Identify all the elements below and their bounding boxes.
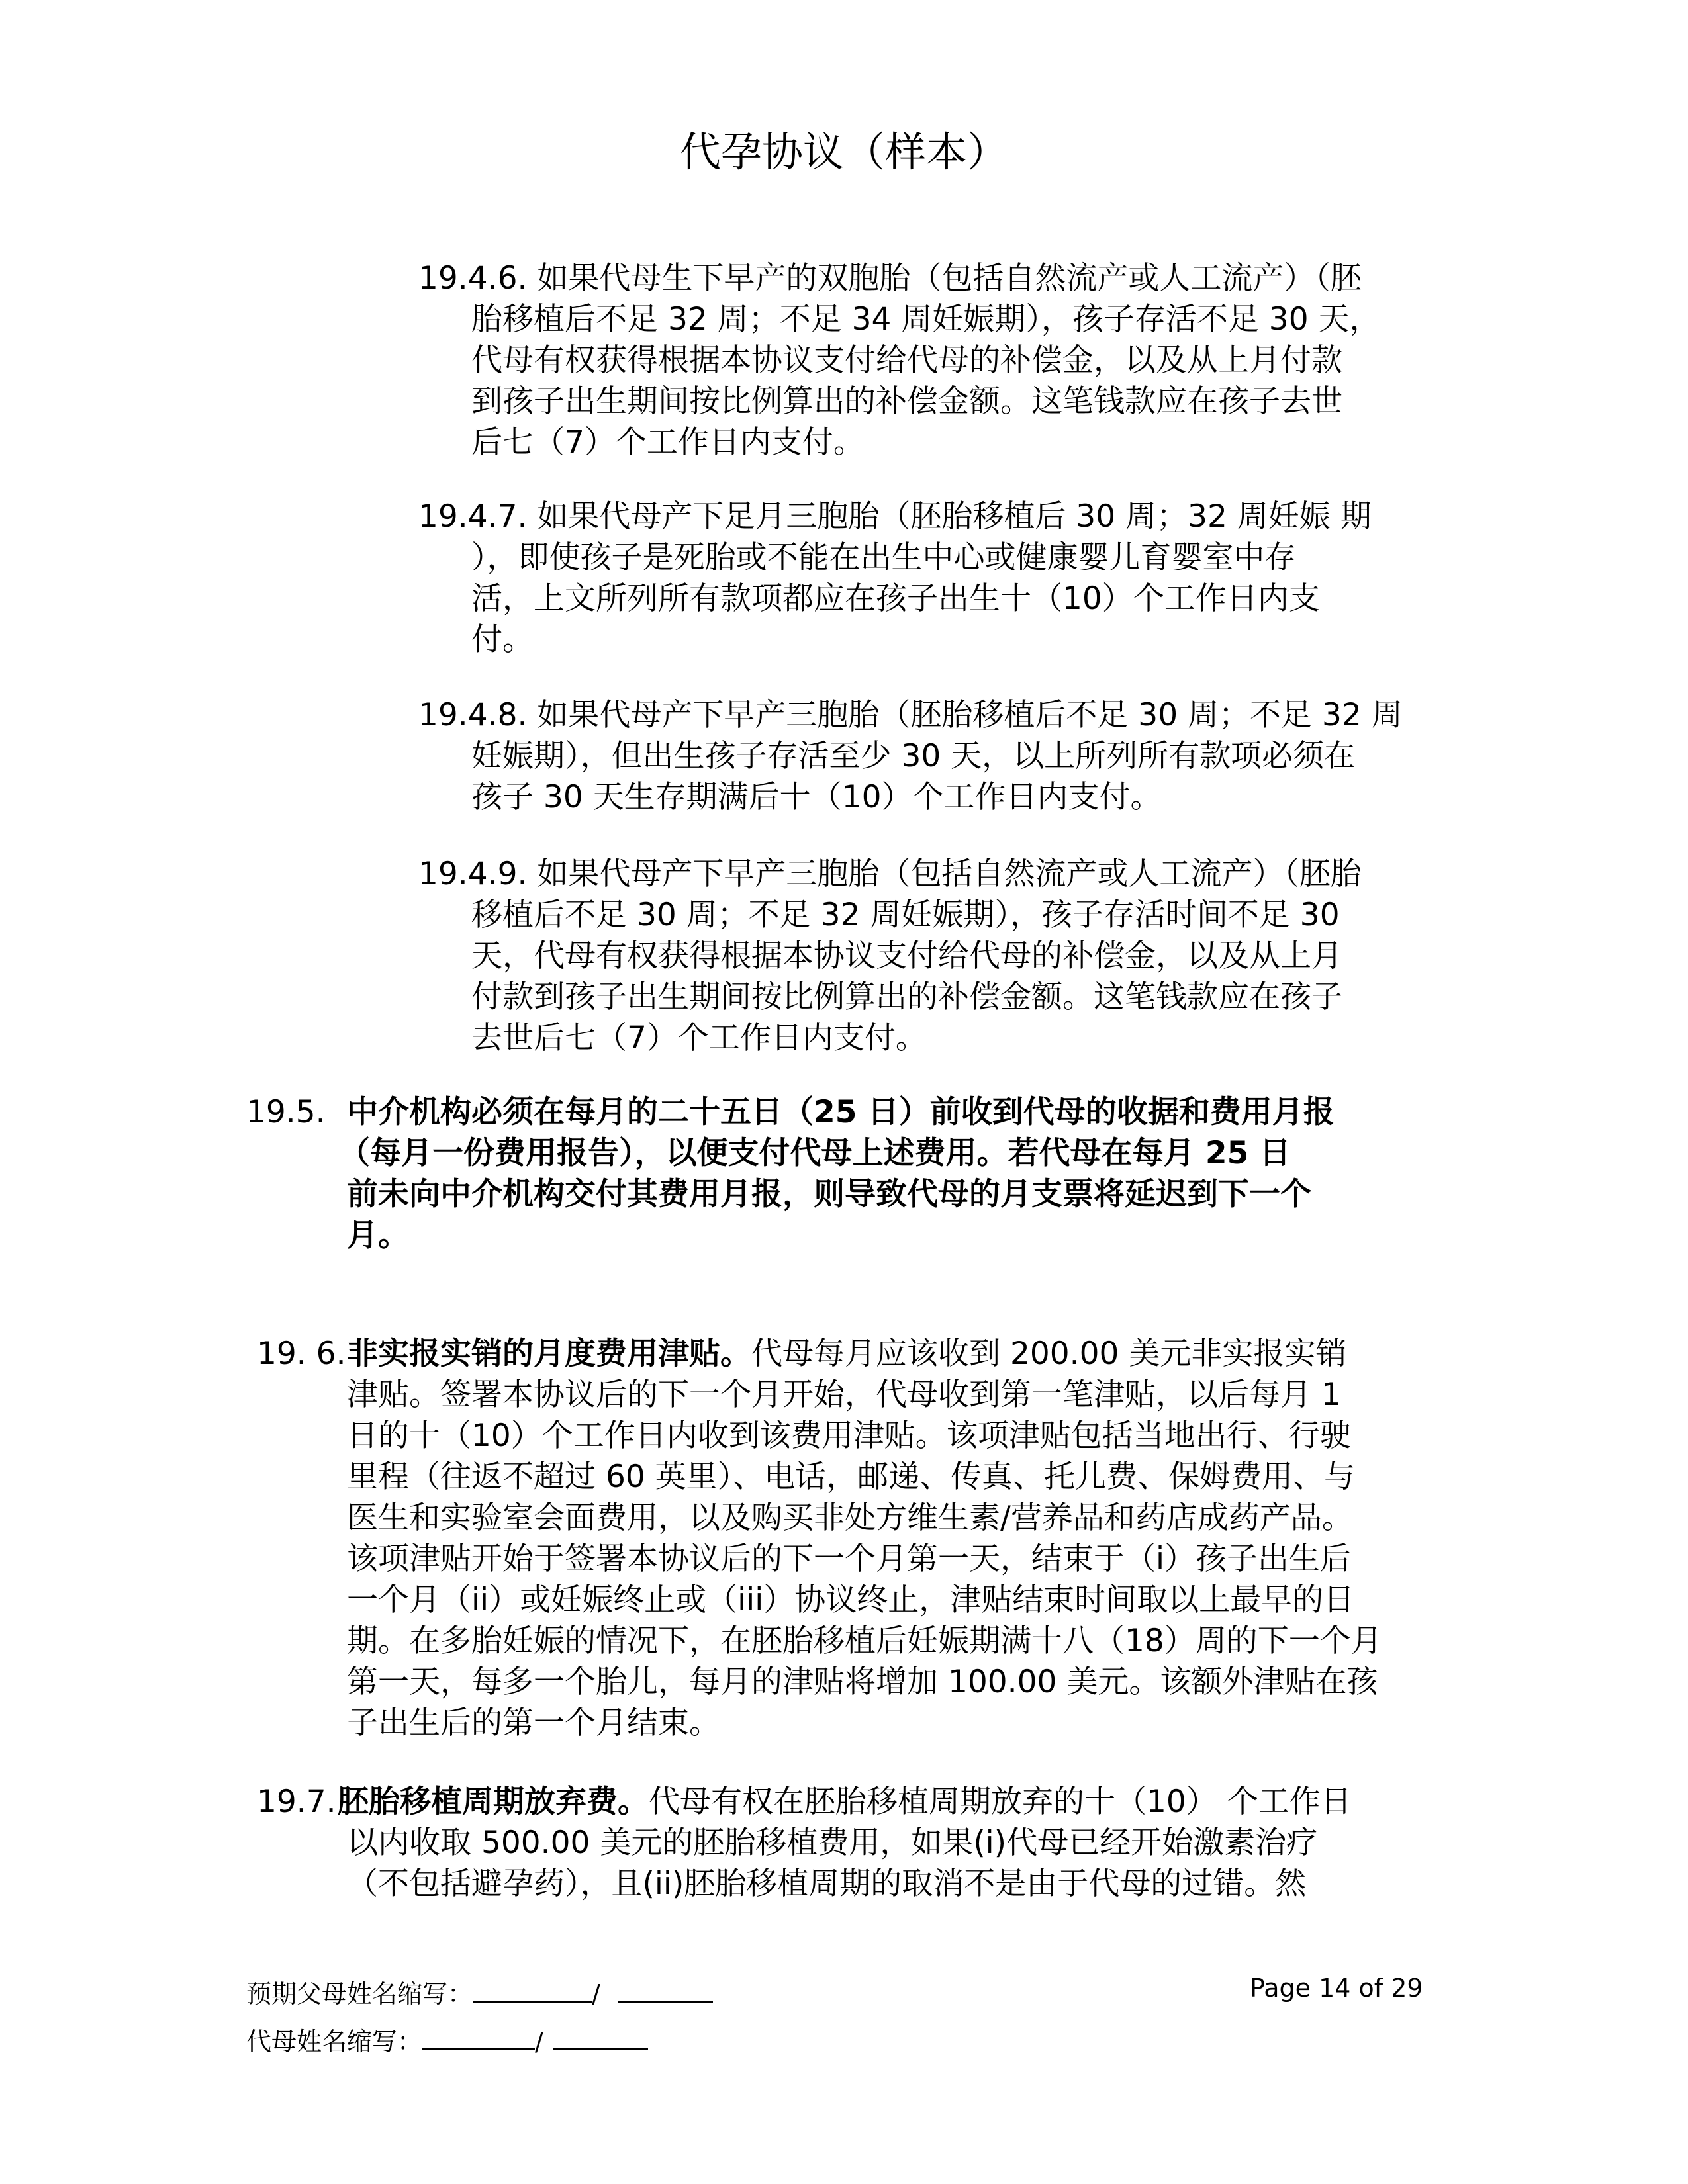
clause-line: 一个月（ii）或妊娠终止或（iii）协议终止，津贴结束时间取以上最早的日 <box>347 1582 1355 1618</box>
clause-line: 以内收取 500.00 美元的胚胎移植费用，如果(i)代母已经开始激素治疗 <box>347 1825 1318 1861</box>
clause-line: 胎移植后不足 32 周；不足 34 周妊娠期），孩子存活不足 30 天， <box>471 301 1381 338</box>
parents-initial-field-2[interactable] <box>618 1981 713 2003</box>
clause-line: 付。 <box>471 621 534 658</box>
clause-heading: 非实报实销的月度费用津贴。 <box>347 1336 751 1372</box>
surrogate-initials-label: 代母姓名缩写： <box>246 2027 423 2056</box>
clause-line: 19.4.8. 如果代母产下早产三胞胎（胚胎移植后不足 30 周；不足 32 周 <box>418 697 1403 733</box>
clause-19-4-8 <box>418 695 1403 818</box>
clause-19-5 <box>246 1092 1335 1256</box>
clause-line: 中介机构必须在每月的二十五日（25 日）前收到代母的收据和费用月报 <box>347 1094 1335 1130</box>
clause-line: （不包括避孕药），且(ii)胚胎移植周期的取消不是由于代母的过错。然 <box>347 1866 1307 1902</box>
clause-19-6 <box>257 1334 1382 1744</box>
clause-number: 19.7. <box>257 1784 336 1820</box>
clause-line: 19.4.7. 如果代母产下足月三胞胎（胚胎移植后 30 周；32 周妊娠 期 <box>418 498 1372 535</box>
parents-initial-field-1[interactable] <box>473 1981 592 2003</box>
clause-heading: 胚胎移植周期放弃费。 <box>338 1784 649 1820</box>
separator: / <box>592 1979 600 2009</box>
clause-line: 去世后七（7）个工作日内支付。 <box>471 1020 927 1056</box>
clause-line: 日的十（10）个工作日内收到该费用津贴。该项津贴包括当地出行、行驶 <box>347 1418 1351 1454</box>
clause-line: 活，上文所列所有款项都应在孩子出生十（10）个工作日内支 <box>471 580 1320 617</box>
clause-line: 付款到孩子出生期间按比例算出的补偿金额。这笔钱款应在孩子 <box>471 979 1342 1015</box>
clause-line: 19.4.6. 如果代母生下早产的双胞胎（包括自然流产或人工流产）（胚 <box>418 260 1362 296</box>
parents-initials-label: 预期父母姓名缩写： <box>246 1979 473 2009</box>
footer-parents-initials <box>246 1974 713 2010</box>
clause-19-4-6 <box>418 258 1381 463</box>
surrogate-initial-field-2[interactable] <box>553 2028 648 2050</box>
clause-line: 到孩子出生期间按比例算出的补偿金额。这笔钱款应在孩子去世 <box>471 383 1342 420</box>
clause-line: 孩子 30 天生存期满后十（10）个工作日内支付。 <box>471 779 1162 815</box>
clause-19-7 <box>257 1782 1352 1905</box>
clause-line: 19.4.9. 如果代母产下早产三胞胎（包括自然流产或人工流产）（胚胎 <box>418 856 1362 892</box>
clause-line: 妊娠期），但出生孩子存活至少 30 天，以上所列所有款项必须在 <box>471 738 1356 774</box>
clause-line: 后七（7）个工作日内支付。 <box>471 424 865 461</box>
clause-line: ），即使孩子是死胎或不能在出生中心或健康婴儿育婴室中存 <box>471 539 1296 576</box>
clause-19-4-9 <box>418 854 1362 1059</box>
clause-line: 医生和实验室会面费用，以及购买非处方维生素/营养品和药店成药产品。 <box>347 1500 1353 1536</box>
page-number: Page 14 of 29 <box>1250 1974 1423 2003</box>
clause-19-4-7 <box>418 496 1372 660</box>
clause-number: 19.5. <box>246 1094 326 1130</box>
clause-text: 代母有权在胚胎移植周期放弃的十（10） 个工作日 <box>649 1784 1352 1820</box>
clause-line: 第一天，每多一个胎儿，每月的津贴将增加 100.00 美元。该额外津贴在孩 <box>347 1664 1378 1700</box>
surrogate-initial-field-1[interactable] <box>422 2028 535 2050</box>
clause-line: 津贴。签署本协议后的下一个月开始，代母收到第一笔津贴，以后每月 1 <box>347 1377 1341 1413</box>
clause-text: 代母每月应该收到 200.00 美元非实报实销 <box>751 1336 1347 1372</box>
clause-line: 前未向中介机构交付其费用月报，则导致代母的月支票将延迟到下一个 <box>347 1176 1311 1212</box>
footer-surrogate-initials <box>246 2021 648 2058</box>
clause-line: 期。在多胎妊娠的情况下，在胚胎移植后妊娠期满十八（18）周的下一个月 <box>347 1623 1382 1659</box>
clause-line: 月。 <box>347 1217 409 1253</box>
document-title: 代孕协议（样本） <box>679 128 1008 176</box>
clause-line: 里程（往返不超过 60 英里）、电话，邮递、传真、托儿费、保姆费用、与 <box>347 1459 1356 1495</box>
clause-number: 19. 6. <box>257 1336 346 1372</box>
clause-line: （每月一份费用报告），以便支付代母上述费用。若代母在每月 25 日 <box>339 1135 1291 1171</box>
clause-line: 子出生后的第一个月结束。 <box>347 1705 720 1741</box>
separator: / <box>535 2027 543 2056</box>
clause-line: 该项津贴开始于签署本协议后的下一个月第一天，结束于（i）孩子出生后 <box>347 1541 1352 1577</box>
clause-line: 天，代母有权获得根据本协议支付给代母的补偿金，以及从上月 <box>471 938 1342 974</box>
clause-line: 移植后不足 30 周；不足 32 周妊娠期），孩子存活时间不足 30 <box>471 897 1340 933</box>
clause-line: 代母有权获得根据本协议支付给代母的补偿金，以及从上月付款 <box>471 342 1342 379</box>
